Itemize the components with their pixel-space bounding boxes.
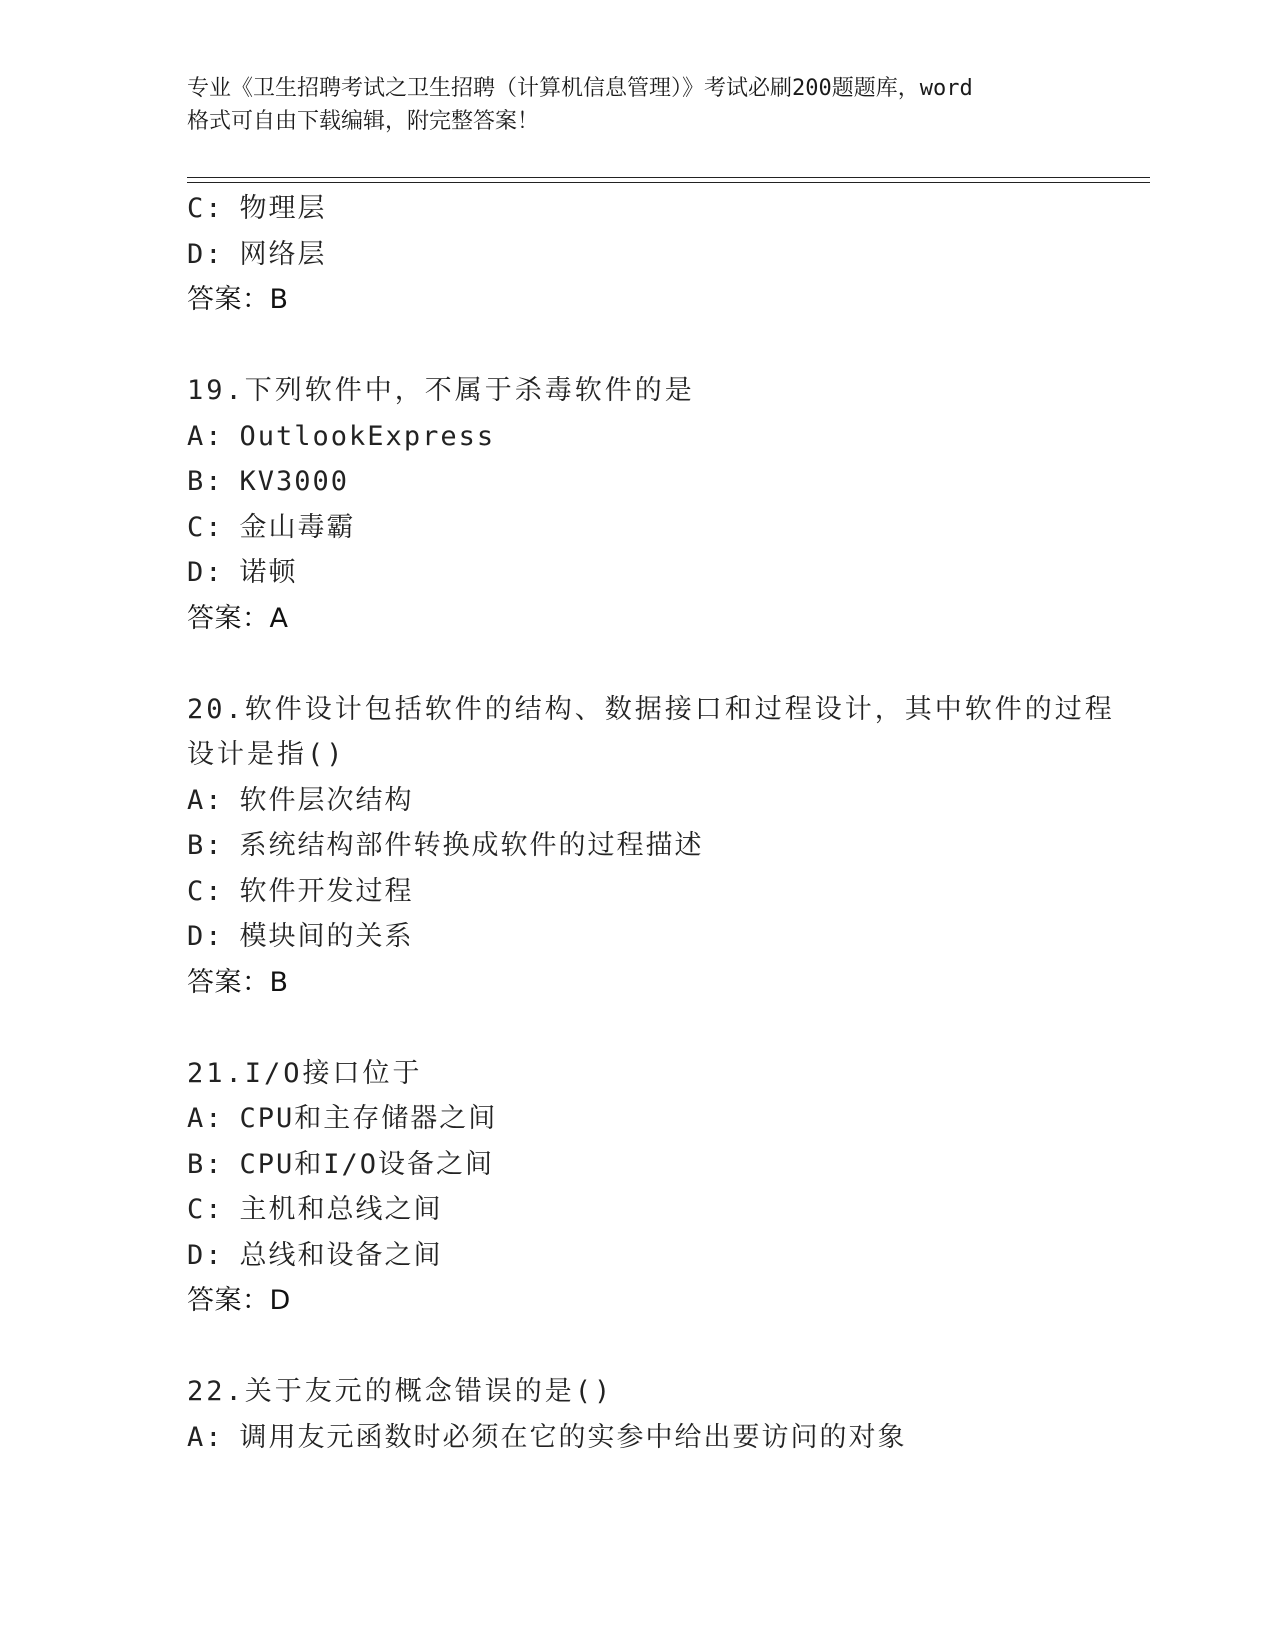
option-label: B: — [187, 830, 224, 861]
option-label: A: — [187, 420, 224, 452]
question-stem: 设计是指() — [187, 739, 346, 770]
option-text: CPU和I/O设备之间 — [239, 1148, 495, 1180]
answer-line: 答案：D — [187, 1285, 291, 1316]
question-stem: 21.I/O接口位于 — [187, 1057, 423, 1089]
option-text: 诺顿 — [239, 557, 298, 588]
header-line-2: 格式可自由下载编辑，附完整答案！ — [187, 109, 540, 134]
option-line — [187, 869, 1147, 915]
option-text: 物理层 — [239, 193, 327, 224]
option-label: B: — [187, 1148, 224, 1180]
question-gap — [187, 323, 1147, 369]
option-line — [187, 459, 1147, 505]
option-label: C: — [187, 511, 224, 543]
option-line — [187, 186, 1147, 232]
option-text: 总线和设备之间 — [239, 1239, 443, 1271]
question-gap — [187, 641, 1147, 687]
option-text: 金山毒霸 — [239, 511, 356, 543]
option-label: C: — [187, 1194, 224, 1225]
header-line-1: 专业《卫生招聘考试之卫生招聘（计算机信息管理）》考试必刷200题题库，word — [187, 76, 973, 101]
question-block — [187, 1369, 1147, 1460]
option-text: 模块间的关系 — [239, 921, 414, 952]
option-text: KV3000 — [239, 466, 350, 497]
option-text: CPU和主存储器之间 — [239, 1103, 498, 1134]
document-header — [187, 72, 1087, 138]
answer-line: 答案：A — [187, 602, 289, 634]
question-list — [187, 186, 1147, 1460]
option-text: 系统结构部件转换成软件的过程描述 — [239, 830, 704, 861]
question-partial — [187, 186, 1147, 323]
option-text: 软件开发过程 — [239, 875, 414, 907]
answer-line: 答案：B — [187, 966, 289, 998]
option-line — [187, 778, 1147, 824]
option-label: D: — [187, 921, 224, 952]
option-label: A: — [187, 784, 224, 816]
option-text: 调用友元函数时必须在它的实参中给出要访问的对象 — [239, 1421, 907, 1453]
option-line — [187, 1096, 1147, 1142]
answer-line: 答案：B — [187, 284, 289, 315]
option-line — [187, 505, 1147, 551]
question-block — [187, 1051, 1147, 1324]
option-line — [187, 1233, 1147, 1279]
option-line — [187, 823, 1147, 869]
option-label: D: — [187, 238, 224, 270]
option-label: A: — [187, 1103, 224, 1134]
option-label: D: — [187, 1239, 224, 1271]
option-line — [187, 1187, 1147, 1233]
question-gap — [187, 1005, 1147, 1051]
option-line — [187, 914, 1147, 960]
question-stem: 20.软件设计包括软件的结构、数据接口和过程设计，其中软件的过程 — [187, 693, 1115, 725]
option-text: OutlookExpress — [239, 420, 496, 452]
header-divider-bottom — [187, 182, 1150, 183]
option-label: D: — [187, 557, 224, 588]
question-block — [187, 687, 1147, 1006]
option-label: C: — [187, 875, 224, 907]
option-text: 网络层 — [239, 238, 327, 270]
option-line — [187, 1142, 1147, 1188]
question-gap — [187, 1324, 1147, 1370]
option-text: 软件层次结构 — [239, 784, 414, 816]
question-stem: 22.关于友元的概念错误的是() — [187, 1376, 614, 1407]
question-block — [187, 368, 1147, 641]
option-label: C: — [187, 193, 224, 224]
option-line — [187, 1415, 1147, 1461]
option-text: 主机和总线之间 — [239, 1194, 443, 1225]
header-divider-top — [187, 177, 1150, 178]
option-line — [187, 232, 1147, 278]
option-label: A: — [187, 1421, 224, 1453]
option-line — [187, 414, 1147, 460]
option-line — [187, 550, 1147, 596]
option-label: B: — [187, 466, 224, 497]
question-stem: 19.下列软件中，不属于杀毒软件的是 — [187, 375, 695, 406]
